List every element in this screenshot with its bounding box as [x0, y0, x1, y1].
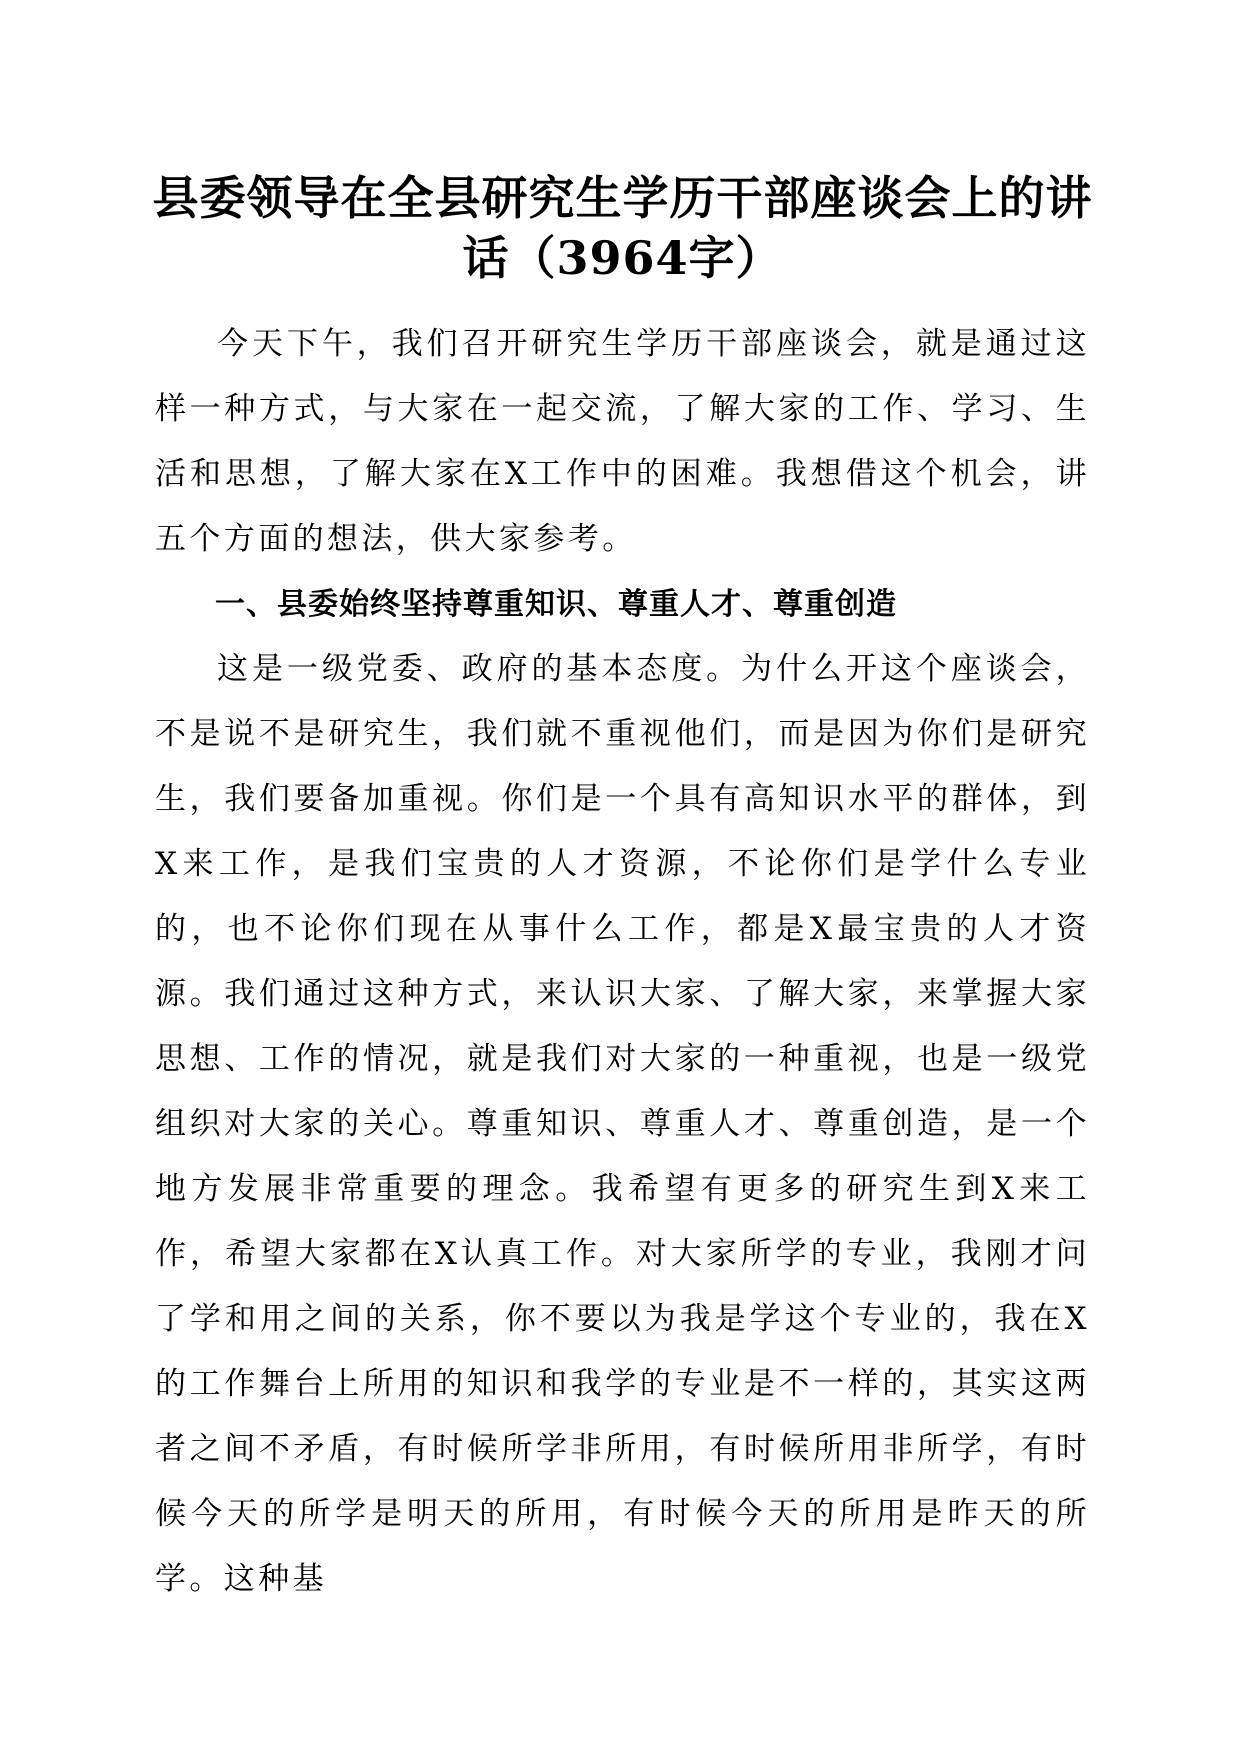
document-title: 县委领导在全县研究生学历干部座谈会上的讲话（3964字） — [152, 171, 1093, 285]
document-body — [155, 312, 1090, 1612]
section-paragraph: 这是一级党委、政府的基本态度。为什么开这个座谈会，不是说不是研究生，我们就不重视他们，而是因为你们是研究生，我们要备加重视。你们是一个具有高知识水平的群体，到X来工作，是我们宝贵的人才资源，不论你们是学什么专业的，也不论你们现在从事什么工作，都是X最宝贵的人才资源。我们通过这种方式，来认识大家、了解大家，来掌握大家思想、工作的情况，就是我们对大家的一种重视，也是一级党组织对大家的关心。尊重知识、尊重人才、尊重创造，是一个地方发展非常重要的理念。我希望有更多的研究生到X来工作，希望大家都在X认真工作。对大家所学的专业，我刚才问了学和用之间的关系，你不要以为我是学这个专业的，我在X的工作舞台上所用的知识和我学的专业是不一样的，其实这两者之间不矛盾，有时候所学非所用，有时候所用非所学，有时候今天的所学是明天的所用，有时候今天的所用是昨天的所学。这种基 — [155, 651, 1090, 1597]
section-heading: 一、县委始终坚持尊重知识、尊重人才、尊重创造 — [215, 587, 897, 622]
intro-paragraph: 今天下午，我们召开研究生学历干部座谈会，就是通过这样一种方式，与大家在一起交流，了解大家的工作、学习、生活和思想，了解大家在X工作中的困难。我想借这个机会，讲五个方面的想法，供大家参考。 — [155, 326, 1090, 557]
